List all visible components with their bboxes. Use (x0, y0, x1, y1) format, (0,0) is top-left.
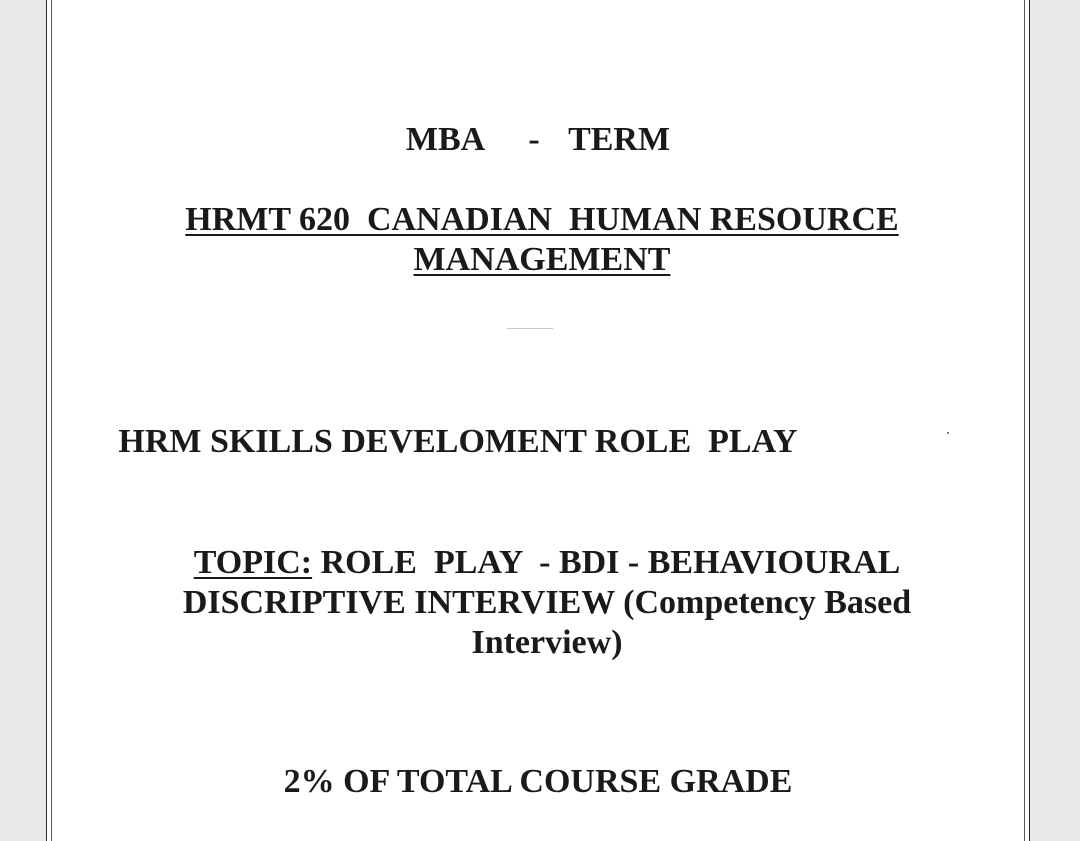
program-term-line (47, 120, 1029, 160)
topic-text-line3: Interview) (471, 624, 623, 661)
document-page (46, 0, 1030, 841)
topic-text-line1: ROLE PLAY - BDI - BEHAVIOURAL (312, 544, 901, 581)
grade-weight: 2% OF TOTAL COURSE GRADE (283, 763, 793, 800)
program-label: MBA (405, 121, 484, 158)
term-label: TERM (568, 121, 671, 158)
course-title (167, 200, 917, 280)
course-title-line2: MANAGEMENT (413, 241, 671, 278)
program-separator: - (528, 121, 540, 158)
topic-text-line2: DISCRIPTIVE INTERVIEW (Competency Based (182, 584, 912, 621)
stray-dot-mark (947, 432, 949, 434)
topic-label: TOPIC: (193, 544, 313, 581)
course-title-line1: HRMT 620 CANADIAN HUMAN RESOURCE (185, 201, 899, 238)
stray-dash-mark (507, 328, 553, 329)
topic-block (147, 543, 947, 663)
assignment-title: HRM SKILLS DEVELOMENT ROLE PLAY (118, 423, 798, 460)
